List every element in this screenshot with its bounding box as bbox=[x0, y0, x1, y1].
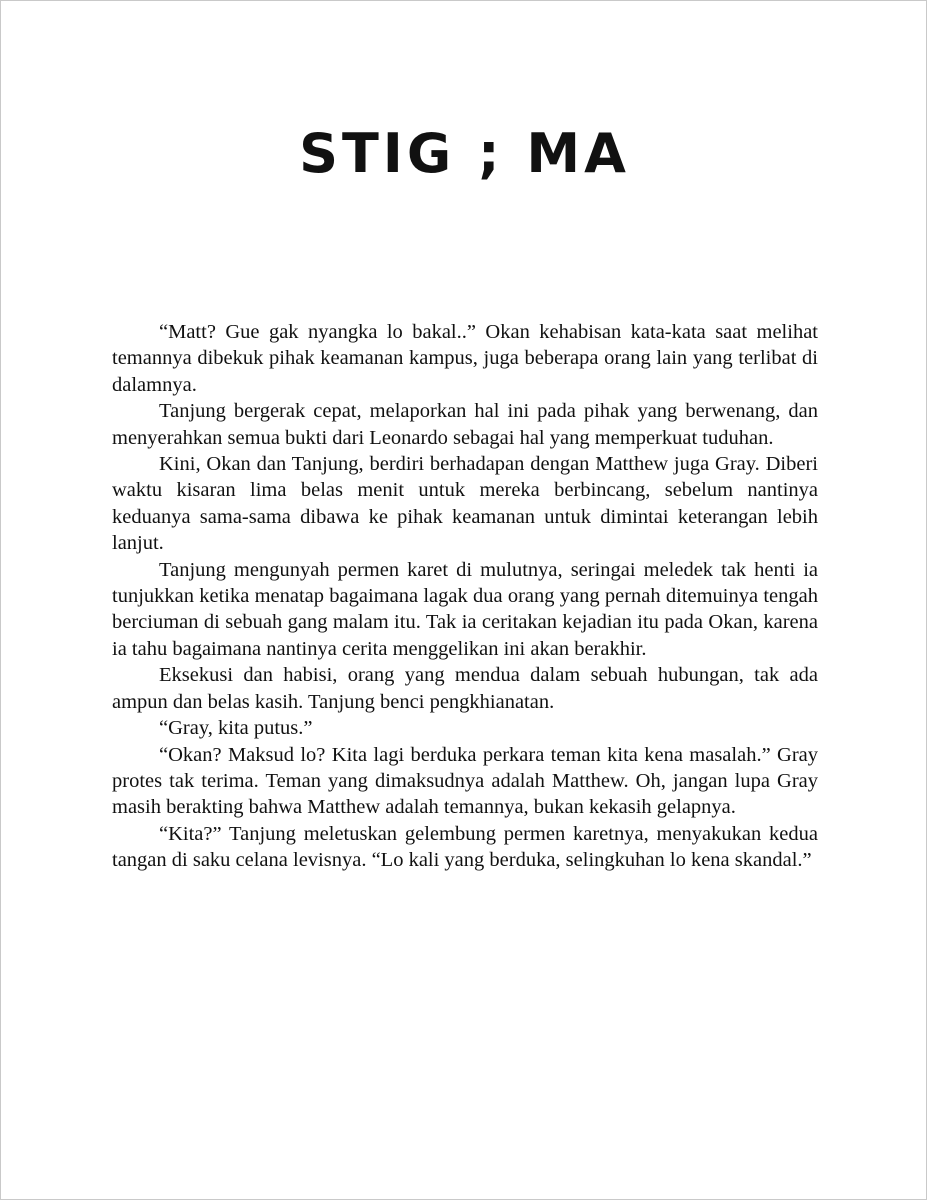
paragraph: “Matt? Gue gak nyangka lo bakal..” Okan kehabisan kata-kata saat melihat temannya dibekuk pihak keamanan kampus, juga beberapa orang lain yang terlibat di dalamnya. bbox=[112, 321, 818, 396]
paragraph: “Okan? Maksud lo? Kita lagi berduka perkara teman kita kena masalah.” Gray protes tak terima. Teman yang dimaksudnya adalah Matthew. Oh, jangan lupa Gray masih berakting bahwa Matthew adalah temannya, bukan kekasih gelapnya. bbox=[112, 743, 818, 819]
paragraph: Tanjung mengunyah permen karet di mulutnya, seringai meledek tak henti ia tunjukkan ketika menatap bagaimana lagak dua orang yang pernah ditemuinya tengah berciuman di sebuah gang malam itu. Tak ia ceritakan kejadian itu pada Okan, karena ia tahu bagaimana nantinya cerita menggelikan ini akan berakhir. bbox=[112, 558, 818, 660]
paragraph: “Kita?” Tanjung meletuskan gelembung permen karetnya, menyakukan kedua tangan di saku celana levisnya. “Lo kali yang berduka, selingkuhan lo kena skandal.” bbox=[112, 822, 818, 872]
paragraph: Kini, Okan dan Tanjung, berdiri berhadapan dengan Matthew juga Gray. Diberi waktu kisaran lima belas menit untuk mereka berbincang, sebelum nantinya keduanya sama-sama dibawa ke pihak keamanan untuk dimintai keterangan lebih lanjut. bbox=[112, 453, 818, 555]
story-body bbox=[112, 319, 818, 874]
paragraph: Tanjung bergerak cepat, melaporkan hal ini pada pihak yang berwenang, dan menyerahkan semua bukti dari Leonardo sebagai hal yang memperkuat tuduhan. bbox=[112, 400, 818, 449]
paragraph: Eksekusi dan habisi, orang yang mendua dalam sebuah hubungan, tak ada ampun dan belas kasih. Tanjung benci pengkhianatan. bbox=[112, 664, 818, 713]
page-title: STIG ; MA bbox=[299, 122, 630, 185]
paragraph: “Gray, kita putus.” bbox=[159, 717, 313, 740]
